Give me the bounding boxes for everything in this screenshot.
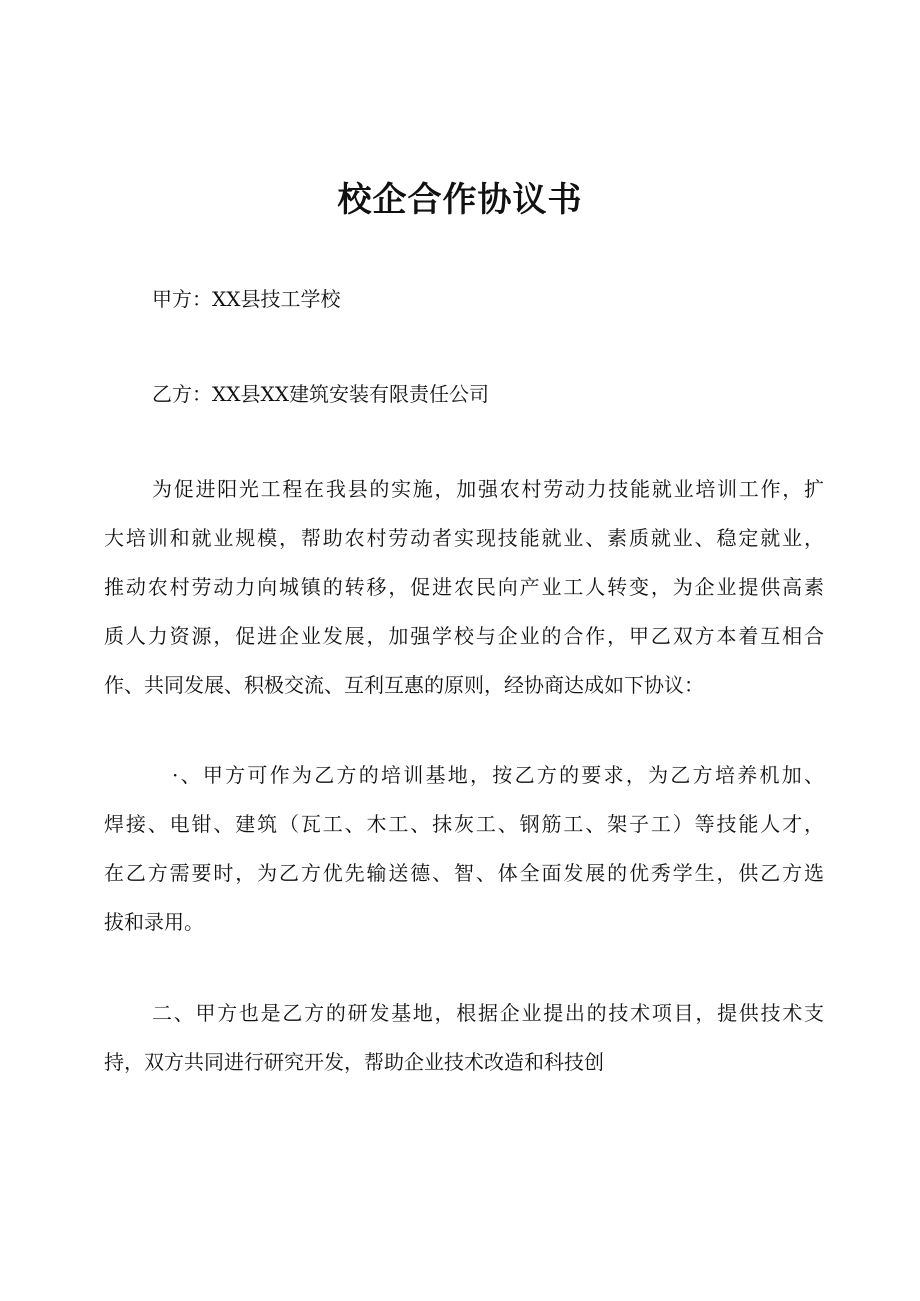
intro-line: 作、共同发展、积极交流、互利互惠的原则，经协商达成如下协议： [104,673,704,697]
clause-2-line: 持，双方共同进行研究开发，帮助企业技术改造和科技创 [104,1050,604,1074]
intro-line: 大培训和就业规模，帮助农村劳动者实现技能就业、素质就业、稳定就业， [104,526,824,550]
intro-line: 质人力资源，促进企业发展，加强学校与企业的合作，甲乙双方本着互相合 [104,624,824,648]
clause-1-line: 焊接、电钳、建筑（瓦工、木工、抹灰工、钢筋工、架子工）等技能人才， [104,812,824,836]
intro-line: 为促进阳光工程在我县的实施，加强农村劳动力技能就业培训工作，扩 [152,477,824,501]
clause-1-paragraph [104,751,824,947]
intro-paragraph [104,465,824,710]
clause-1-line: 在乙方需要时，为乙方优先输送德、智、体全面发展的优秀学生，供乙方选 [104,861,824,885]
clause-2-paragraph [104,989,824,1087]
clause-2-line: 二、甲方也是乙方的研发基地，根据企业提出的技术项目，提供技术支 [152,1001,824,1025]
party-a: 甲方：XX县技工学校 [152,287,341,311]
party-b: 乙方：XX县XX建筑安装有限责任公司 [152,382,489,406]
clause-1-line: ·、甲方可作为乙方的培训基地，按乙方的要求，为乙方培养机加、 [172,763,824,787]
clause-1-line: 拔和录用。 [104,910,204,934]
intro-line: 推动农村劳动力向城镇的转移，促进农民向产业工人转变，为企业提供高素 [104,575,824,599]
document-title: 校企合作协议书 [337,180,583,220]
